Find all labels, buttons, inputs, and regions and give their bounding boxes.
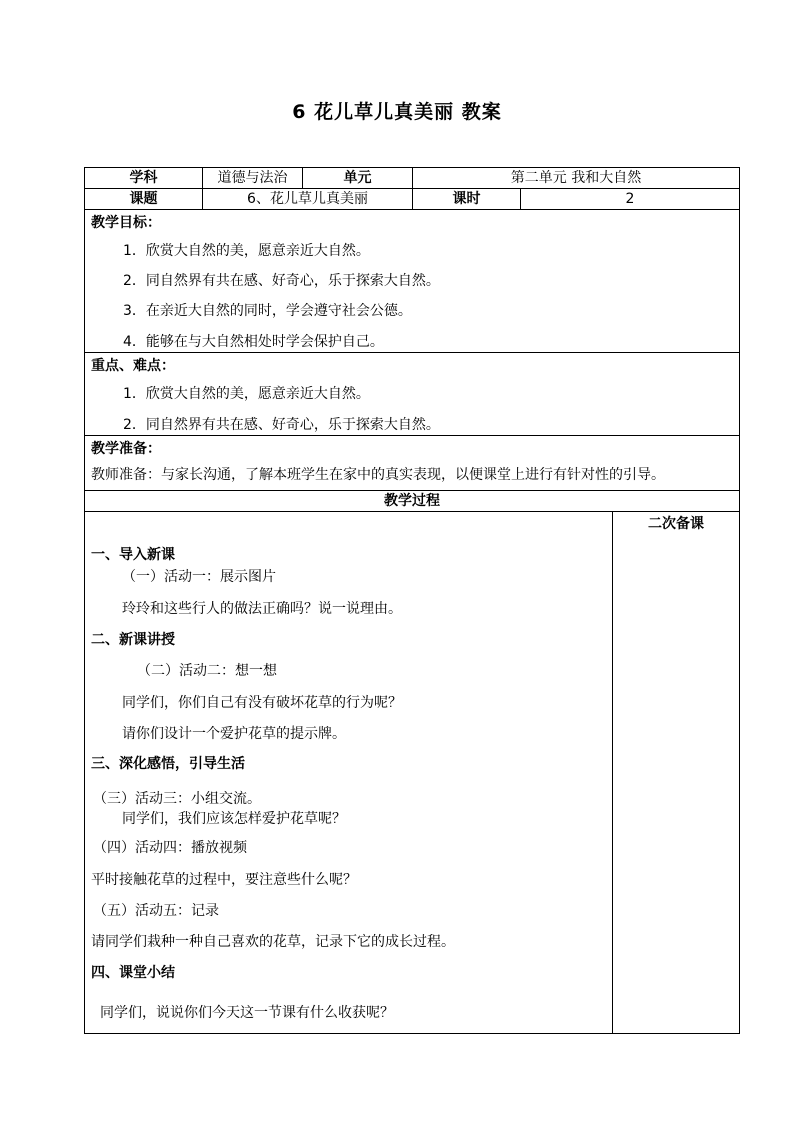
header-row-1 xyxy=(85,168,740,189)
key-point-item: 1．欣赏大自然的美，愿意亲近大自然。 xyxy=(123,386,370,402)
process-title: 教学过程 xyxy=(85,491,740,512)
goal-item: 3．在亲近大自然的同时，学会遵守社会公德。 xyxy=(123,303,412,319)
activity-heading: （一）活动一：展示图片 xyxy=(122,569,276,585)
unit-label: 单元 xyxy=(303,168,413,189)
second-prep-label: 二次备课 xyxy=(648,516,704,532)
second-prep-column xyxy=(613,512,740,1034)
subject-label: 学科 xyxy=(85,168,203,189)
preparation-text: 教师准备：与家长沟通，了解本班学生在家中的真实表现，以便课堂上进行有针对性的引导。 xyxy=(91,467,665,483)
page-title: 6 花儿草儿真美丽 教案 xyxy=(292,101,502,123)
section-heading: 四、课堂小结 xyxy=(91,965,175,981)
preparation-row xyxy=(85,436,740,491)
topic-value: 6、花儿草儿真美丽 xyxy=(203,189,413,210)
header-row-2 xyxy=(85,189,740,210)
activity-heading: （二）活动二：想一想 xyxy=(137,663,277,679)
goal-item: 1．欣赏大自然的美，愿意亲近大自然。 xyxy=(123,243,370,259)
process-text: 同学们，我们应该怎样爱护花草呢？ xyxy=(122,811,346,827)
process-title-row xyxy=(85,491,740,512)
activity-heading: （五）活动五：记录 xyxy=(93,903,219,919)
unit-value: 第二单元 我和大自然 xyxy=(413,168,740,189)
process-text: 请你们设计一个爱护花草的提示牌。 xyxy=(122,726,346,742)
preparation-label: 教学准备： xyxy=(91,441,161,457)
section-heading: 二、新课讲授 xyxy=(91,632,175,648)
process-text: 请同学们栽种一种自己喜欢的花草，记录下它的成长过程。 xyxy=(91,934,455,950)
section-heading: 一、导入新课 xyxy=(91,547,175,563)
process-text: 同学们，说说你们今天这一节课有什么收获呢？ xyxy=(100,1005,394,1021)
goal-item: 2．同自然界有共在感、好奇心，乐于探索大自然。 xyxy=(123,273,440,289)
section-heading: 三、深化感悟，引导生活 xyxy=(91,756,245,772)
process-content xyxy=(85,512,612,1033)
key-points-row xyxy=(85,353,740,436)
hours-value: 2 xyxy=(521,189,740,210)
process-text: 平时接触花草的过程中，要注意些什么呢？ xyxy=(91,872,357,888)
subject-value: 道德与法治 xyxy=(203,168,303,189)
process-text: 同学们，你们自己有没有破坏花草的行为呢？ xyxy=(122,695,402,711)
goal-item: 4．能够在与大自然相处时学会保护自己。 xyxy=(123,334,384,350)
key-points-label: 重点、难点： xyxy=(91,358,175,374)
hours-label: 课时 xyxy=(413,189,521,210)
process-row xyxy=(85,512,740,1034)
goals-label: 教学目标： xyxy=(91,215,161,231)
process-text: 玲玲和这些行人的做法正确吗？说一说理由。 xyxy=(122,601,402,617)
lesson-plan-table xyxy=(84,167,740,1034)
topic-label: 课题 xyxy=(85,189,203,210)
goals-row xyxy=(85,210,740,353)
activity-heading: （三）活动三：小组交流。 xyxy=(93,791,261,807)
key-point-item: 2．同自然界有共在感、好奇心，乐于探索大自然。 xyxy=(123,417,440,433)
activity-heading: （四）活动四：播放视频 xyxy=(93,840,247,856)
